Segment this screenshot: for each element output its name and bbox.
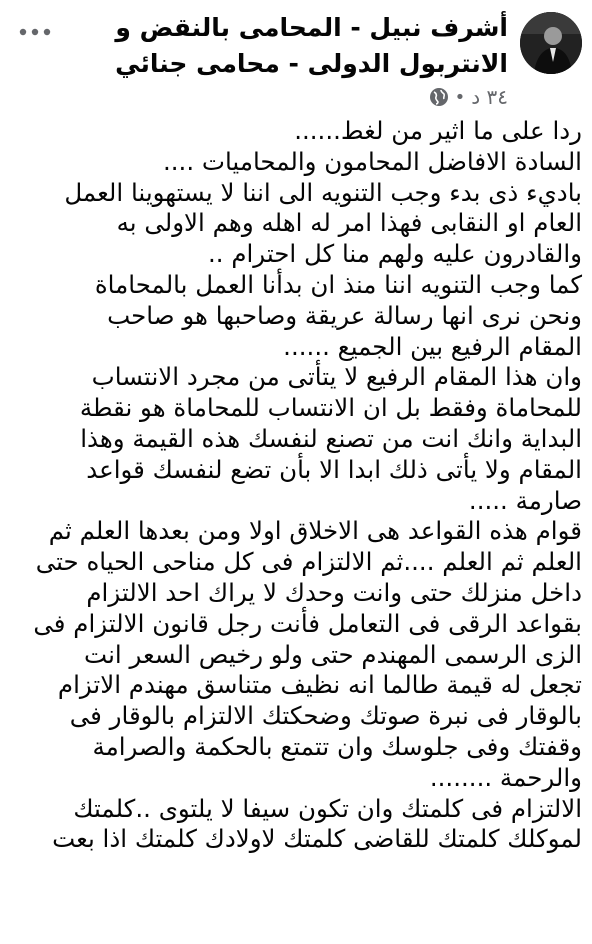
post-line: لموكلك كلمتك للقاضى كلمتك لاولادك كلمتك اذا بعت <box>52 824 582 854</box>
post-line: كما وجب التنويه اننا منذ ان بدأنا العمل بالمحاماة <box>94 269 582 299</box>
post-line: باديء ذى بدء وجب التنويه الى اننا لا يستهوينا العمل <box>64 177 582 207</box>
post-line: بقواعد الرقى فى التعامل فأنت رجل قانون الالتزام فى <box>33 608 582 638</box>
post-line: العلم ثم العلم ....ثم الالتزام فى كل مناحى الحياه حتى <box>35 547 582 577</box>
author-avatar[interactable] <box>520 12 582 74</box>
post-header <box>0 0 592 118</box>
post-line: والرحمة ........ <box>429 762 582 792</box>
post-line: صارمة ..... <box>468 485 582 515</box>
post-line: بالوقار فى نبرة صوتك وضحكتك الالتزام بالوقار فى <box>69 701 582 731</box>
more-horizontal-icon <box>18 22 52 42</box>
avatar-photo <box>520 12 582 74</box>
post-line: داخل منزلك حتى وانت وحدك لا يراك احد الالتزام <box>86 577 582 607</box>
post-line: المقام الرفيع بين الجميع ...... <box>283 331 582 361</box>
post-body <box>12 116 582 855</box>
post-line: والقادرون عليه ولهم منا كل احترام .. <box>207 239 582 269</box>
post-time[interactable]: ٣٤ د <box>471 85 508 109</box>
meta-separator: • <box>454 86 466 108</box>
more-options-button[interactable] <box>18 22 52 42</box>
post-line: الزى الرسمى المهندم حتى ولو رخيص السعر انت <box>84 639 582 669</box>
post-line: الالتزام فى كلمتك وان تكون سيفا لا يلتوى ..كلمتك <box>73 793 582 823</box>
post-line: ونحن نرى انها رسالة عريقة وصاحبها هو صاحب <box>107 300 582 330</box>
post-line: السادة الافاضل المحامون والمحاميات .... <box>162 146 582 176</box>
post-line: ردا على ما اثير من لغط...... <box>294 116 582 145</box>
post-line: للمحاماة وفقط بل ان الانتساب للمحاماة هو نقطة <box>79 393 582 423</box>
post-line: وان هذا المقام الرفيع لا يتأتى من مجرد الانتساب <box>91 362 582 392</box>
author-name[interactable]: أشرف نبيل - المحامى بالنقض و الانتربول الدولى - محامى جنائي <box>115 13 508 78</box>
post-line: البداية وانك انت من تصنع لنفسك هذه القيمة وهذا <box>80 423 582 453</box>
globe-icon[interactable] <box>429 87 449 107</box>
post-line: قوام هذه القواعد هى الاخلاق اولا ومن بعدها العلم ثم <box>48 516 582 546</box>
post-line: المقام ولا يأتى ذلك ابدا الا بأن تضع لنفسك قواعد <box>86 454 582 484</box>
post-line: وقفتك وفى جلوسك وان تتمتع بالحكمة والصرامة <box>92 731 582 761</box>
post-line: العام او النقابى فهذا امر له اهله وهم الاولى به <box>116 208 582 238</box>
post-line: تجعل له قيمة طالما انه نظيف متناسق مهندم الاتزام <box>57 670 582 700</box>
post-meta <box>429 84 508 110</box>
